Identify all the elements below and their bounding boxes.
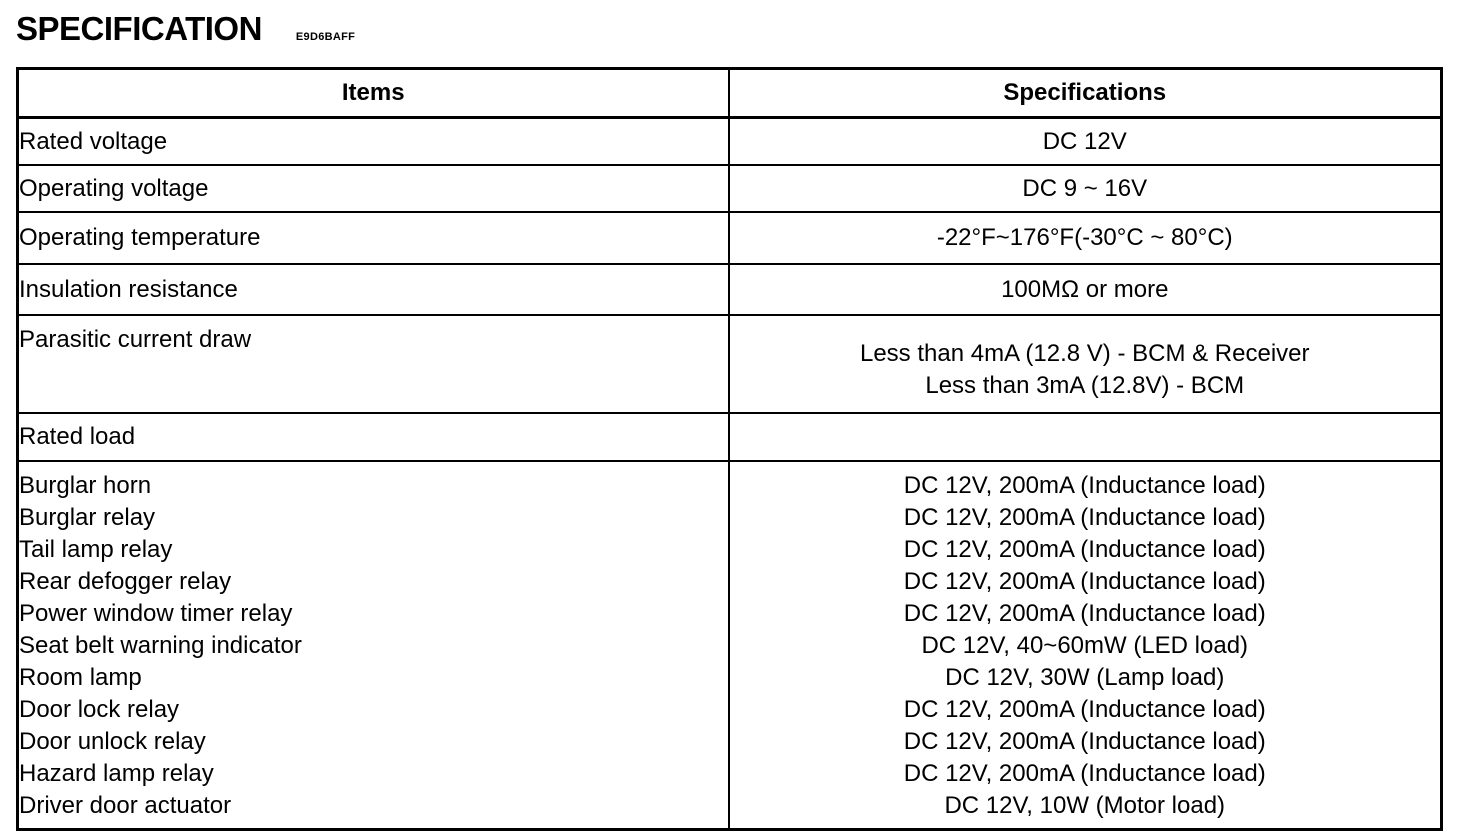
load-spec: DC 12V, 200mA (Inductance load) [903, 568, 1266, 595]
item-cell: Rated voltage [18, 118, 729, 166]
header-row [18, 69, 1442, 118]
page-title: SPECIFICATION [16, 10, 262, 47]
load-item: Driver door actuator [19, 792, 232, 819]
load-specs-cell [729, 461, 1442, 830]
spec-cell: 100MΩ or more [729, 264, 1442, 315]
load-spec: DC 12V, 200mA (Inductance load) [903, 600, 1266, 627]
load-item: Burglar relay [19, 504, 156, 531]
load-item: Tail lamp relay [19, 536, 173, 563]
item-cell: Operating temperature [18, 212, 729, 264]
load-spec: DC 12V, 200mA (Inductance load) [903, 696, 1266, 723]
load-spec: DC 12V, 200mA (Inductance load) [903, 728, 1266, 755]
load-spec: DC 12V, 30W (Lamp load) [945, 664, 1225, 691]
table-row [18, 315, 1442, 413]
load-spec: DC 12V, 200mA (Inductance load) [903, 504, 1266, 531]
table-row [18, 118, 1442, 166]
items-column-header: Items [18, 69, 729, 118]
load-item: Burglar horn [19, 472, 152, 499]
load-spec: DC 12V, 200mA (Inductance load) [903, 472, 1266, 499]
load-item: Door lock relay [19, 696, 180, 723]
table-row-rated-loads [18, 461, 1442, 830]
item-cell: Operating voltage [18, 165, 729, 212]
load-item: Power window timer relay [19, 600, 293, 627]
specifications-column-header: Specifications [729, 69, 1442, 118]
load-item: Seat belt warning indicator [19, 632, 302, 659]
load-item: Room lamp [19, 664, 142, 691]
table-row [18, 212, 1442, 264]
load-spec: DC 12V, 10W (Motor load) [944, 792, 1226, 819]
spec-cell: DC 9 ~ 16V [729, 165, 1442, 212]
item-cell: Rated load [18, 413, 729, 461]
table-row [18, 264, 1442, 315]
load-spec: DC 12V, 200mA (Inductance load) [903, 760, 1266, 787]
document-code: E9D6BAFF [295, 31, 356, 43]
spec-line: Less than 3mA (12.8V) - BCM [925, 372, 1245, 399]
spec-cell [729, 413, 1442, 461]
table-row [18, 165, 1442, 212]
load-items-cell [18, 461, 729, 830]
spec-cell [729, 315, 1442, 413]
load-spec: DC 12V, 40~60mW (LED load) [921, 632, 1249, 659]
load-item: Rear defogger relay [19, 568, 232, 595]
specification-table [16, 67, 1443, 831]
item-cell: Parasitic current draw [18, 315, 729, 413]
load-item: Hazard lamp relay [19, 760, 214, 787]
page-heading [16, 10, 355, 48]
spec-cell: -22°F~176°F(-30°C ~ 80°C) [729, 212, 1442, 264]
table-row [18, 413, 1442, 461]
spec-cell: DC 12V [729, 118, 1442, 166]
item-cell: Insulation resistance [18, 264, 729, 315]
load-spec: DC 12V, 200mA (Inductance load) [903, 536, 1266, 563]
spec-line: Less than 4mA (12.8 V) - BCM & Receiver [859, 340, 1310, 367]
load-item: Door unlock relay [19, 728, 206, 755]
